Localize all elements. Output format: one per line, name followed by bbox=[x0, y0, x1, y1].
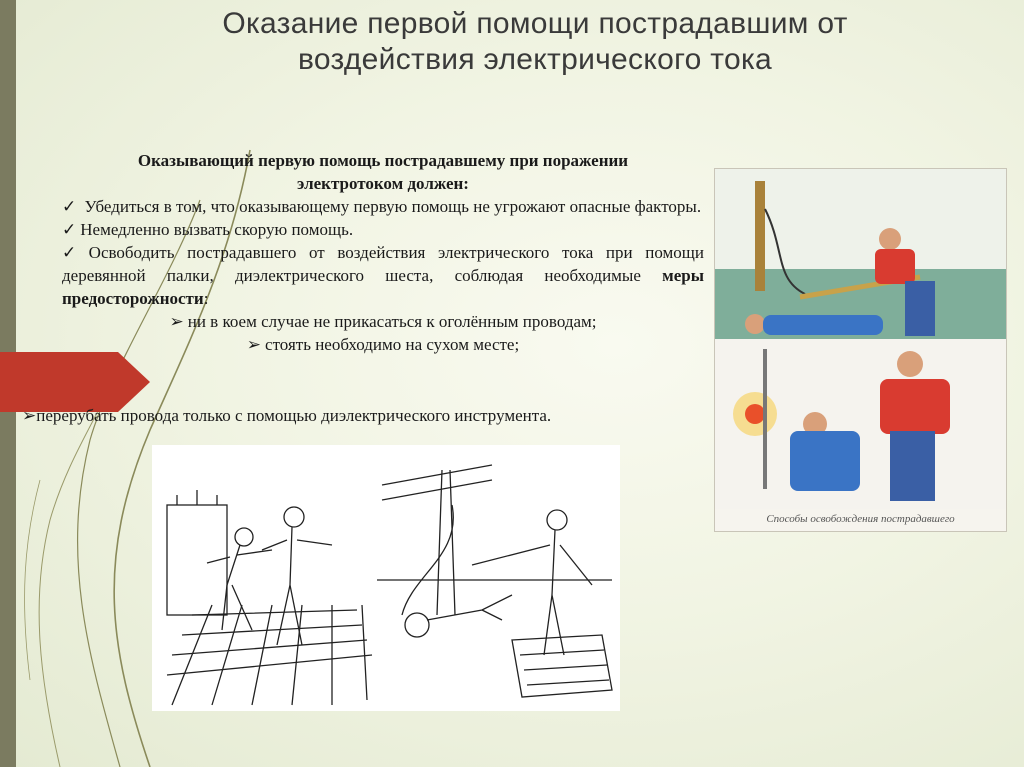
title-line-1: Оказание первой помощи пострадавшим от bbox=[222, 7, 848, 40]
item-end: : bbox=[203, 289, 209, 308]
arrow-bullet-icon: ➢ bbox=[169, 312, 184, 331]
sub-list-item bbox=[62, 333, 704, 356]
sketch-drawing bbox=[152, 445, 620, 711]
title-line-2: воздействия электрического тока bbox=[297, 43, 773, 76]
item-text: Убедиться в том, что оказывающему первую помощь не угрожают опасные факторы. bbox=[80, 197, 702, 216]
list-item bbox=[62, 241, 704, 310]
rescue-illustration-drawing bbox=[715, 169, 1006, 509]
heading-line-1: Оказывающий первую помощь пострадавшему при поражении bbox=[137, 151, 629, 170]
sub-list-item bbox=[22, 404, 722, 427]
checkmark-icon: ✓ bbox=[62, 197, 77, 216]
heading-line-2: электротоком должен: bbox=[297, 174, 469, 193]
sub-item-text: стоять необходимо на сухом месте; bbox=[265, 335, 520, 354]
illustration-caption: Способы освобождения пострадавшего bbox=[766, 513, 955, 525]
sub-item-text: перерубать провода только с помощью диэлектрического инструмента. bbox=[36, 406, 552, 425]
list-item bbox=[62, 218, 704, 241]
electric-shock-sketch bbox=[152, 445, 620, 711]
instructions-heading bbox=[62, 149, 704, 195]
checkmark-icon: ✓ bbox=[62, 220, 77, 239]
rescue-methods-illustration bbox=[714, 168, 1007, 532]
list-item bbox=[62, 195, 704, 218]
red-arrow-decoration bbox=[0, 352, 150, 412]
sub-list-item bbox=[62, 310, 704, 333]
item-bold-text: меры предосторожности bbox=[62, 266, 704, 308]
sub-item-text: ни в коем случае не прикасаться к оголённым проводам; bbox=[187, 312, 597, 331]
slide-title bbox=[120, 6, 950, 78]
item-text: Немедленно вызвать скорую помощь. bbox=[80, 220, 354, 239]
checkmark-icon: ✓ bbox=[62, 243, 85, 262]
item-text: Освободить пострадавшего от воздействия электрического тока при помощи деревянной палки, диэлектрического шеста, соблюдая необходимые bbox=[62, 243, 704, 285]
instructions-block bbox=[62, 149, 704, 356]
arrow-bullet-icon: ➢ bbox=[246, 335, 262, 354]
arrow-bullet-icon: ➢ bbox=[22, 406, 37, 425]
